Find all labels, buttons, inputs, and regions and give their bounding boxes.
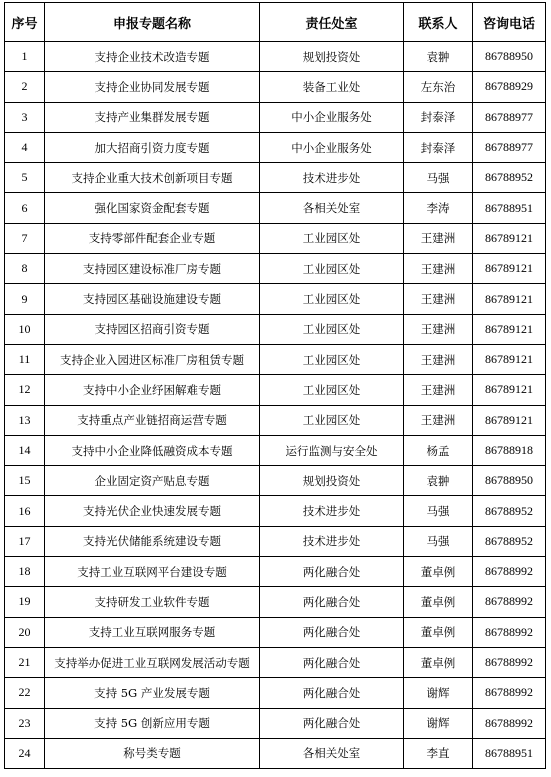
cell-topic-name: 支持重点产业链招商运营专题 (45, 405, 260, 435)
cell-contact: 董卓例 (404, 647, 473, 677)
cell-topic-name: 支持 5G 产业发展专题 (45, 678, 260, 708)
cell-index: 5 (5, 163, 45, 193)
cell-index: 1 (5, 42, 45, 72)
cell-phone: 86788950 (473, 466, 546, 496)
cell-department: 规划投资处 (260, 42, 404, 72)
cell-department: 技术进步处 (260, 496, 404, 526)
cell-contact: 马强 (404, 163, 473, 193)
cell-department: 中小企业服务处 (260, 102, 404, 132)
cell-department: 两化融合处 (260, 678, 404, 708)
cell-phone: 86788992 (473, 587, 546, 617)
cell-topic-name: 支持企业技术改造专题 (45, 42, 260, 72)
cell-department: 各相关处室 (260, 738, 404, 768)
cell-phone: 86788929 (473, 72, 546, 102)
cell-phone: 86788992 (473, 708, 546, 738)
cell-topic-name: 支持零部件配套企业专题 (45, 223, 260, 253)
cell-contact: 王建洲 (404, 375, 473, 405)
table-row (5, 42, 546, 72)
cell-contact: 董卓例 (404, 617, 473, 647)
cell-topic-name: 支持工业互联网服务专题 (45, 617, 260, 647)
cell-department: 工业园区处 (260, 284, 404, 314)
table-row (5, 647, 546, 677)
cell-phone: 86789121 (473, 254, 546, 284)
cell-phone: 86788952 (473, 496, 546, 526)
cell-department: 工业园区处 (260, 223, 404, 253)
header-phone: 咨询电话 (473, 3, 546, 42)
cell-contact: 王建洲 (404, 405, 473, 435)
cell-phone: 86788951 (473, 193, 546, 223)
cell-contact: 谢辉 (404, 708, 473, 738)
cell-phone: 86788952 (473, 163, 546, 193)
table-row (5, 617, 546, 647)
cell-contact: 封泰泽 (404, 102, 473, 132)
cell-index: 11 (5, 344, 45, 374)
table-row (5, 526, 546, 556)
table-row (5, 72, 546, 102)
cell-index: 13 (5, 405, 45, 435)
cell-contact: 王建洲 (404, 284, 473, 314)
cell-topic-name: 加大招商引资力度专题 (45, 132, 260, 162)
header-row (5, 3, 546, 42)
cell-index: 12 (5, 375, 45, 405)
cell-phone: 86788992 (473, 557, 546, 587)
table-row (5, 375, 546, 405)
table-row (5, 223, 546, 253)
cell-phone: 86788951 (473, 738, 546, 768)
cell-index: 3 (5, 102, 45, 132)
cell-index: 8 (5, 254, 45, 284)
cell-contact: 王建洲 (404, 314, 473, 344)
cell-department: 技术进步处 (260, 163, 404, 193)
cell-phone: 86788992 (473, 678, 546, 708)
cell-contact: 马强 (404, 496, 473, 526)
table-row (5, 102, 546, 132)
table-row (5, 678, 546, 708)
cell-index: 19 (5, 587, 45, 617)
cell-contact: 左东治 (404, 72, 473, 102)
cell-contact: 马强 (404, 526, 473, 556)
header-department: 责任处室 (260, 3, 404, 42)
cell-department: 两化融合处 (260, 587, 404, 617)
cell-topic-name: 支持研发工业软件专题 (45, 587, 260, 617)
cell-contact: 李涛 (404, 193, 473, 223)
table-row (5, 405, 546, 435)
cell-phone: 86789121 (473, 314, 546, 344)
cell-department: 两化融合处 (260, 617, 404, 647)
cell-department: 中小企业服务处 (260, 132, 404, 162)
cell-topic-name: 支持中小企业降低融资成本专题 (45, 435, 260, 465)
cell-topic-name: 称号类专题 (45, 738, 260, 768)
cell-index: 7 (5, 223, 45, 253)
cell-department: 两化融合处 (260, 557, 404, 587)
cell-contact: 谢辉 (404, 678, 473, 708)
cell-index: 15 (5, 466, 45, 496)
cell-topic-name: 支持企业协同发展专题 (45, 72, 260, 102)
table-row (5, 587, 546, 617)
cell-department: 两化融合处 (260, 647, 404, 677)
table-row (5, 738, 546, 768)
cell-department: 两化融合处 (260, 708, 404, 738)
cell-topic-name: 支持中小企业纾困解难专题 (45, 375, 260, 405)
cell-department: 工业园区处 (260, 314, 404, 344)
cell-department: 工业园区处 (260, 254, 404, 284)
header-contact: 联系人 (404, 3, 473, 42)
header-index: 序号 (5, 3, 45, 42)
cell-contact: 杨孟 (404, 435, 473, 465)
cell-department: 装备工业处 (260, 72, 404, 102)
cell-index: 2 (5, 72, 45, 102)
cell-index: 16 (5, 496, 45, 526)
cell-phone: 86789121 (473, 405, 546, 435)
table-row (5, 496, 546, 526)
cell-index: 18 (5, 557, 45, 587)
cell-topic-name: 支持 5G 创新应用专题 (45, 708, 260, 738)
cell-topic-name: 强化国家资金配套专题 (45, 193, 260, 223)
cell-phone: 86789121 (473, 344, 546, 374)
table-row (5, 132, 546, 162)
cell-phone: 86788977 (473, 132, 546, 162)
cell-index: 21 (5, 647, 45, 677)
cell-contact: 董卓例 (404, 557, 473, 587)
cell-index: 20 (5, 617, 45, 647)
cell-topic-name: 支持园区基础设施建设专题 (45, 284, 260, 314)
cell-topic-name: 支持工业互联网平台建设专题 (45, 557, 260, 587)
cell-index: 22 (5, 678, 45, 708)
table-body (5, 42, 546, 769)
cell-department: 工业园区处 (260, 375, 404, 405)
table-row (5, 284, 546, 314)
document-page (4, 2, 546, 769)
cell-phone: 86788992 (473, 617, 546, 647)
cell-topic-name: 支持举办促进工业互联网发展活动专题 (45, 647, 260, 677)
cell-contact: 王建洲 (404, 344, 473, 374)
table-row (5, 163, 546, 193)
cell-department: 运行监测与安全处 (260, 435, 404, 465)
table-row (5, 314, 546, 344)
table-row (5, 557, 546, 587)
cell-topic-name: 支持光伏储能系统建设专题 (45, 526, 260, 556)
table-row (5, 254, 546, 284)
cell-index: 9 (5, 284, 45, 314)
topic-table (4, 2, 546, 769)
table-row (5, 708, 546, 738)
cell-topic-name: 支持园区建设标准厂房专题 (45, 254, 260, 284)
cell-index: 24 (5, 738, 45, 768)
cell-phone: 86788977 (473, 102, 546, 132)
cell-phone: 86789121 (473, 375, 546, 405)
cell-topic-name: 企业固定资产贴息专题 (45, 466, 260, 496)
cell-index: 14 (5, 435, 45, 465)
cell-contact: 董卓例 (404, 587, 473, 617)
cell-contact: 李直 (404, 738, 473, 768)
cell-topic-name: 支持产业集群发展专题 (45, 102, 260, 132)
cell-phone: 86788992 (473, 647, 546, 677)
cell-phone: 86789121 (473, 284, 546, 314)
cell-topic-name: 支持园区招商引资专题 (45, 314, 260, 344)
cell-department: 各相关处室 (260, 193, 404, 223)
cell-index: 6 (5, 193, 45, 223)
cell-index: 17 (5, 526, 45, 556)
cell-contact: 封泰泽 (404, 132, 473, 162)
table-row (5, 466, 546, 496)
cell-topic-name: 支持光伏企业快速发展专题 (45, 496, 260, 526)
cell-index: 4 (5, 132, 45, 162)
cell-topic-name: 支持企业入园进区标准厂房租赁专题 (45, 344, 260, 374)
cell-index: 23 (5, 708, 45, 738)
cell-topic-name: 支持企业重大技术创新项目专题 (45, 163, 260, 193)
cell-department: 工业园区处 (260, 344, 404, 374)
table-row (5, 344, 546, 374)
cell-contact: 王建洲 (404, 223, 473, 253)
cell-phone: 86789121 (473, 223, 546, 253)
cell-department: 工业园区处 (260, 405, 404, 435)
table-row (5, 435, 546, 465)
cell-contact: 袁翀 (404, 466, 473, 496)
cell-phone: 86788952 (473, 526, 546, 556)
cell-department: 规划投资处 (260, 466, 404, 496)
cell-phone: 86788918 (473, 435, 546, 465)
table-row (5, 193, 546, 223)
cell-contact: 袁翀 (404, 42, 473, 72)
header-topic-name: 申报专题名称 (45, 3, 260, 42)
cell-index: 10 (5, 314, 45, 344)
cell-department: 技术进步处 (260, 526, 404, 556)
cell-contact: 王建洲 (404, 254, 473, 284)
cell-phone: 86788950 (473, 42, 546, 72)
